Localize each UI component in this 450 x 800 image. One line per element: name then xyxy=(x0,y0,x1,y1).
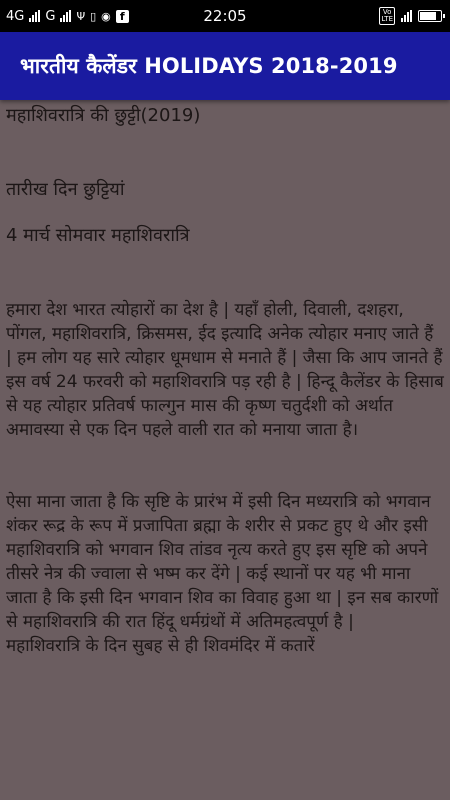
sim-icon: ▯ xyxy=(90,9,97,23)
signal-icon xyxy=(60,10,71,22)
signal-icon xyxy=(29,10,40,22)
usb-icon: Ψ xyxy=(76,9,86,23)
paragraph: महाशिवरात्रि के दिन सुबह से ही शिवमंदिर में कतारें xyxy=(6,636,315,656)
paragraph: हमारा देश भारत त्योहारों का देश है | यहाँ होली, दिवाली, दशहरा, पोंगल, महाशिवरात्रि, क्रिसमस, ईद इत्यादि अनेक त्योहार मनाए जाते हैं | हम लोग यह सारे त्योहार धूमधाम से मनाते हैं | जैसा कि आप जानते हैं इस वर्ष 24 फरवरी को महाशिवरात्रि पड़ रही है | हिन्दू कैलेंडर के हिसाब से यह त्योहार प्रतिवर्ष फाल्गुन मास की कृष्ण चतुर्दशी को अर्थात अमावस्या से एक दिन पहले वाली रात को मनाया जाता है। xyxy=(6,300,444,440)
battery-icon xyxy=(418,10,442,22)
hotspot-icon: ◉ xyxy=(101,9,111,23)
paragraph: ऐसा माना जाता है कि सृष्टि के प्रारंभ में इसी दिन मध्यरात्रि को भगवान शंकर रूद्र के रूप में प्रजापिता ब्रह्मा के शरीर से प्रकट हुए थे और इसी महाशिवरात्रि को भगवान शिव तांडव नृत्य करते हुए इस सृष्टि को अपने तीसरे नेत्र की ज्वाला से भष्म कर देंगे | कई स्थानों पर यह भी माना जाता है कि इसी दिन भगवान शिव का विवाह हुआ था | इन सब कारणों से महाशिवरात्रि की रात हिंदू धर्मग्रंथों में अतिमहत्वपूर्ण है | xyxy=(6,492,439,632)
network-type-1: 4G xyxy=(6,8,25,24)
clock: 22:05 xyxy=(203,7,247,25)
table-header: तारीख दिन छुट्टियां xyxy=(6,179,125,200)
volte-icon: Vo LTE xyxy=(381,8,393,23)
table-row: 4 मार्च सोमवार महाशिवरात्रि xyxy=(6,225,190,246)
app-bar xyxy=(0,32,450,100)
article-heading: महाशिवरात्रि की छुट्टी(2019) xyxy=(6,105,201,126)
app-title: भारतीय कैलेंडर HOLIDAYS 2018-2019 xyxy=(20,54,398,78)
facebook-icon: f xyxy=(116,10,129,23)
status-bar xyxy=(0,0,450,32)
network-type-2: G xyxy=(45,8,56,24)
article-content[interactable] xyxy=(0,100,450,800)
signal-icon xyxy=(401,10,412,22)
